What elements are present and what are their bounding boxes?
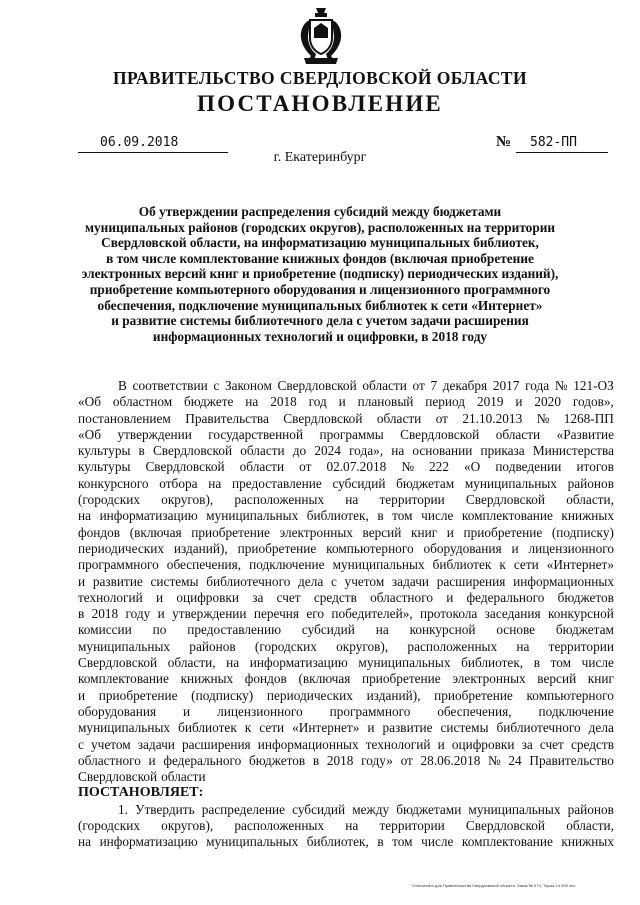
title-line: обеспечения, подключение муниципальных библиотек к сети «Интернет» (97, 297, 543, 313)
text-line: конкурсного отбора на предоставление субсидий бюджетам муниципальных районов (78, 475, 614, 491)
document-type: ПОСТАНОВЛЕНИЕ (197, 91, 443, 116)
text-line: «Об утверждении государственной программы Свердловской области «Развитие (78, 426, 614, 442)
text-line: периодических изданий), приобретение компьютерного оборудования и лицензионного (78, 540, 614, 556)
text-line: «Об областном бюджете на 2018 год и плановый период 2019 и 2020 годов», (78, 394, 614, 410)
text-line: культуры Свердловской области от 02.07.2018 № 222 «О подведении итогов (78, 459, 614, 475)
text-line: программного обеспечения, подключение муниципальных библиотек к сети «Интернет» (78, 557, 614, 573)
item-1 (78, 802, 614, 851)
document-number: 582-ПП (516, 135, 608, 153)
title-line: Свердловской области, на информатизацию муниципальных библиотек, (101, 235, 539, 251)
print-footer: Отпечатано для Правительства Свердловской области. Заказ № 573. Тираж 14 000 экз. (412, 883, 576, 888)
document-body (78, 378, 614, 851)
document-date: 06.09.2018 (78, 135, 228, 153)
title-line: муниципальных районов (городских округов), расположенных на территории (84, 219, 556, 235)
text-line: комиссии по предоставлению субсидий на конкурсной основе бюджетам (78, 622, 614, 638)
text-line: и развитие системы библиотечного дела с учетом задачи расширения информационных (78, 573, 614, 589)
number-label: № (496, 134, 512, 150)
title-line: информационных технологий и оцифровки, в 2018 году (152, 328, 488, 344)
text-line: В соответствии с Законом Свердловской области от 7 декабря 2017 года № 121-ОЗ (118, 378, 614, 393)
coat-of-arms-icon (296, 6, 346, 66)
text-line: (городских округов), расположенных на территории Свердловской области, (78, 492, 614, 508)
title-line: приобретение компьютерного оборудования и лицензионного программного (89, 281, 551, 297)
document-title (80, 204, 560, 344)
text-line: постановлением Правительства Свердловской области от 21.10.2013 № 1268-ПП (78, 410, 614, 426)
text-line: технологий и оцифровки за счет средств областного и федерального бюджетов (78, 589, 614, 605)
text-line: Свердловской области, на информатизацию муниципальных библиотек, в том числе (78, 655, 614, 671)
resolves-heading: ПОСТАНОВЛЯЕТ: (78, 785, 204, 801)
preamble (78, 378, 614, 785)
text-line: областного и федерального бюджетов в 2018 году» от 28.06.2018 № 24 Правительство (78, 752, 614, 768)
text-line: в 2018 году и утверждении перечня его победителей», протокола заседания конкурсной (78, 606, 614, 622)
title-line: электронных версий книг и приобретение (подписку) периодических изданий), (81, 266, 559, 282)
text-line: оборудования и лицензионного программного обеспечения, подключение (78, 703, 614, 719)
city: г. Екатеринбург (273, 150, 367, 165)
text-line: и приобретение (подписку) периодических изданий), приобретение компьютерного (78, 687, 614, 703)
text-line: культуры в Свердловской области до 2024 года», на основании приказа Министерства (78, 443, 614, 459)
title-line: и развитие системы библиотечного дела с учетом задачи расширения (111, 313, 529, 329)
text-line: на информатизацию муниципальных библиотек, в том числе комплектование книжных (78, 834, 614, 850)
text-line: 1. Утвердить распределение субсидий между бюджетами муниципальных районов (118, 801, 614, 817)
text-line: комплектование книжных фондов (включая приобретение электронных версий книг (78, 671, 614, 687)
text-line: Свердловской области (78, 769, 206, 785)
text-line: на информатизацию муниципальных библиотек, в том числе комплектование книжных (78, 508, 614, 524)
text-line: муниципальных районов (городских округов), расположенных на территории (78, 638, 614, 654)
text-line: (городских округов), расположенных на территории Свердловской области, (78, 818, 614, 834)
government-name: ПРАВИТЕЛЬСТВО СВЕРДЛОВСКОЙ ОБЛАСТИ (113, 68, 527, 88)
text-line: муниципальных библиотек к сети «Интернет» и развитие системы библиотечного дела (78, 720, 614, 736)
text-line: фондов (включая приобретение электронных версий книг и приобретение (подписку) (78, 524, 614, 540)
text-line: с учетом задачи расширения информационных технологий и оцифровки за счет средств (78, 736, 614, 752)
title-line: в том числе комплектование книжных фондов (включая приобретение (106, 250, 534, 266)
title-line: Об утверждении распределения субсидий между бюджетами (138, 204, 502, 219)
